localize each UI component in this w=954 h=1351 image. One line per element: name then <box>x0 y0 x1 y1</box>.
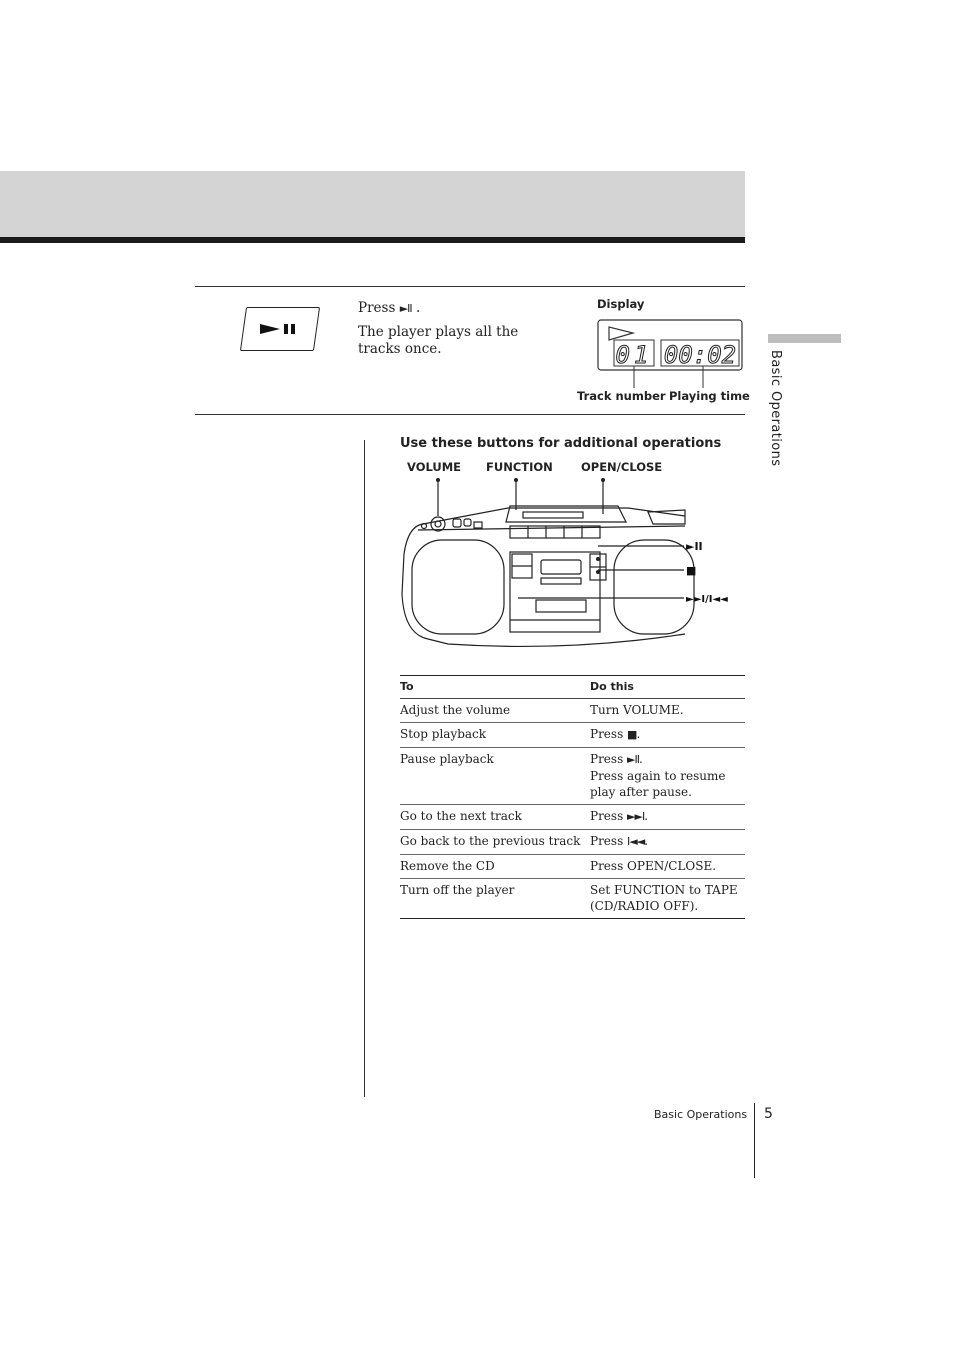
table-row <box>400 723 745 748</box>
play-pause-icon <box>258 321 302 337</box>
skip-callout: ►►I/I◄◄ <box>686 594 728 605</box>
row-instruction <box>590 830 745 855</box>
step-description: The player plays all the tracks once. <box>358 324 519 357</box>
instruction-extra: Press again to resume play after pause. <box>590 769 726 799</box>
open-close-callout: OPEN/CLOSE <box>581 460 663 474</box>
press-label: Press <box>358 300 396 316</box>
instruction-period: . <box>639 752 643 766</box>
previous-track-symbol: I◄◄ <box>627 835 645 848</box>
row-action: Go back to the previous track <box>400 830 590 855</box>
table-row <box>400 879 745 919</box>
row-instruction <box>590 805 745 830</box>
row-action: Stop playback <box>400 723 590 748</box>
row-action: Turn off the player <box>400 879 590 919</box>
header-rule <box>0 237 745 243</box>
row-instruction: Press OPEN/CLOSE. <box>590 855 745 879</box>
row-action: Adjust the volume <box>400 699 590 723</box>
page-number: 5 <box>764 1106 773 1122</box>
table-row <box>400 748 745 805</box>
row-instruction <box>590 748 745 805</box>
header-band <box>0 171 745 237</box>
table-row <box>400 805 745 830</box>
stop-callout: ■ <box>686 564 697 577</box>
row-action: Pause playback <box>400 748 590 805</box>
footer-rule <box>754 1103 755 1178</box>
step-instruction <box>358 299 420 318</box>
operations-heading: Use these buttons for additional operations <box>400 436 722 451</box>
table-header-row <box>400 676 745 699</box>
side-tab-label: Basic Operations <box>768 350 783 467</box>
operations-table <box>400 675 745 919</box>
function-callout: FUNCTION <box>486 460 553 474</box>
next-track-symbol: ►►I <box>627 810 645 823</box>
display-label: Display <box>597 297 645 311</box>
time-digits: 00:02 <box>663 341 737 369</box>
row-action: Go to the next track <box>400 805 590 830</box>
column-divider <box>364 440 365 1097</box>
track-digits: 01 <box>615 341 653 369</box>
instruction-period: . <box>644 834 649 848</box>
instruction-text: Press <box>590 727 628 741</box>
footer-section-name: Basic Operations <box>654 1108 748 1121</box>
play-pause-symbol: ►II <box>627 753 639 766</box>
play-pause-symbol: ►II <box>399 302 412 315</box>
table-row <box>400 830 745 855</box>
track-number-label: Track number <box>577 389 666 403</box>
table-row <box>400 855 745 879</box>
table-row <box>400 699 745 723</box>
row-instruction <box>590 723 745 748</box>
volume-callout: VOLUME <box>407 460 462 474</box>
instruction-period: . <box>636 727 641 741</box>
instruction-text: Press <box>590 834 628 848</box>
lcd-display-illustration <box>596 318 746 390</box>
row-instruction: Set FUNCTION to TAPE (CD/RADIO OFF). <box>590 879 745 919</box>
step-top-rule <box>195 286 745 287</box>
play-pause-key-illustration <box>240 307 320 351</box>
side-tab-bar <box>768 334 841 343</box>
boombox-illustration <box>398 474 745 656</box>
instruction-text: Press <box>590 809 628 823</box>
press-period: . <box>415 300 421 316</box>
column-header-to: To <box>400 676 590 699</box>
playing-time-label: Playing time <box>669 389 750 403</box>
row-instruction: Turn VOLUME. <box>590 699 745 723</box>
column-header-do-this: Do this <box>590 676 745 699</box>
row-action: Remove the CD <box>400 855 590 879</box>
play-pause-callout: ►II <box>686 540 703 553</box>
instruction-text: Press <box>590 752 628 766</box>
step-bottom-rule <box>195 414 745 415</box>
instruction-period: . <box>644 809 649 823</box>
stop-symbol: ■ <box>627 728 637 741</box>
